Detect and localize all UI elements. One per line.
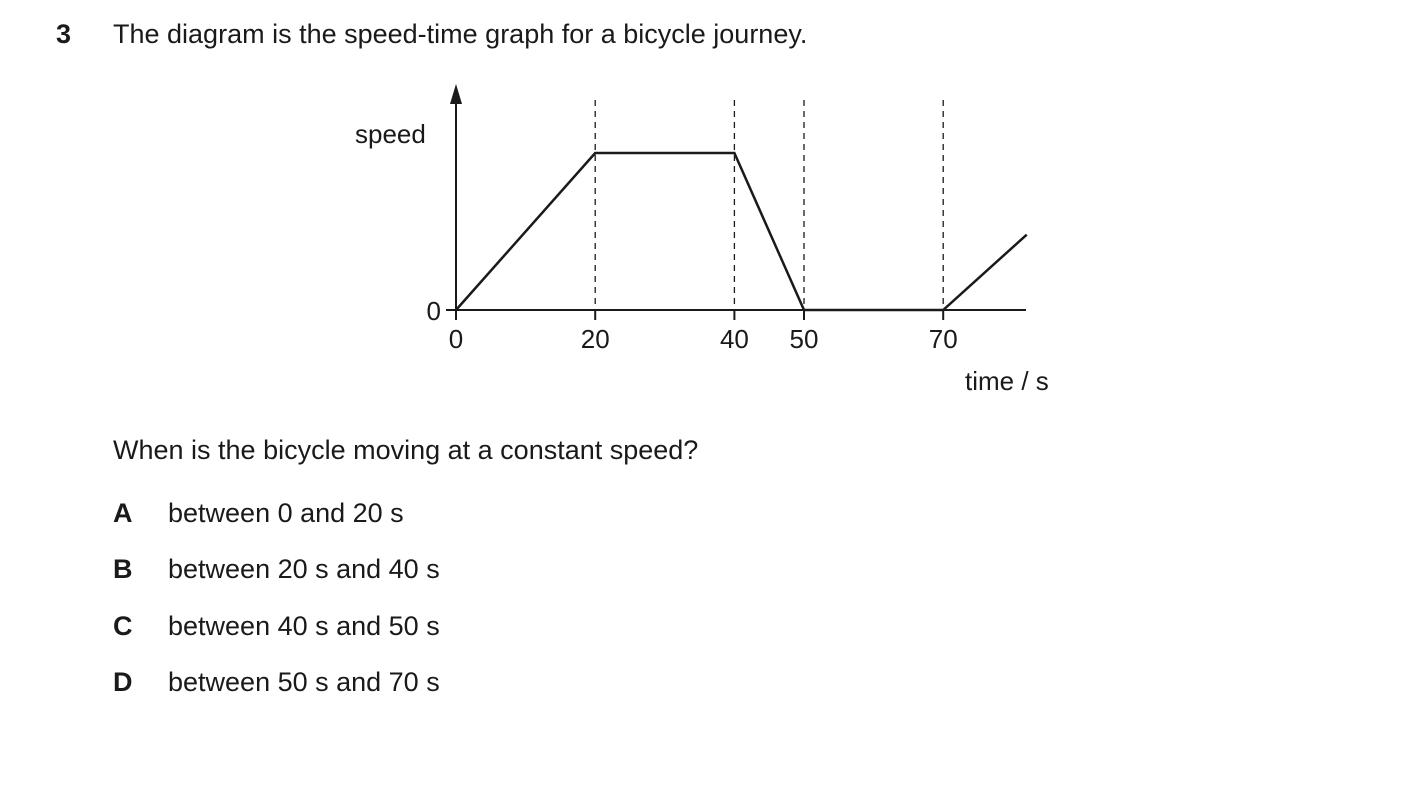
question-number: 3 <box>56 19 72 49</box>
x-tick-label-40: 40 <box>719 324 749 354</box>
y-axis-arrowhead <box>450 84 462 104</box>
option-text: between 20 s and 40 s <box>168 554 440 584</box>
option-letter: D <box>113 667 133 697</box>
question-text: The diagram is the speed-time graph for a bicycle journey. <box>113 19 808 49</box>
y-tick-label-0: 0 <box>426 296 441 326</box>
question-prompt: When is the bicycle moving at a constant speed? <box>113 435 699 465</box>
x-ticks <box>449 310 958 354</box>
x-tick-label-20: 20 <box>580 324 610 354</box>
x-tick-label-70: 70 <box>928 324 958 354</box>
option-text: between 50 s and 70 s <box>168 667 440 697</box>
y-axis-label: speed <box>355 119 426 149</box>
option-letter: A <box>113 498 133 528</box>
x-tick-label-50: 50 <box>789 324 819 354</box>
speed-series-line <box>456 153 1027 310</box>
x-axis-label: time / s <box>965 366 1049 396</box>
option-letter: B <box>113 554 133 584</box>
option-text: between 40 s and 50 s <box>168 611 440 641</box>
x-tick-label-0: 0 <box>448 324 464 354</box>
option-letter: C <box>113 611 133 641</box>
option-text: between 0 and 20 s <box>168 498 404 528</box>
dashed-gridlines <box>595 100 943 310</box>
